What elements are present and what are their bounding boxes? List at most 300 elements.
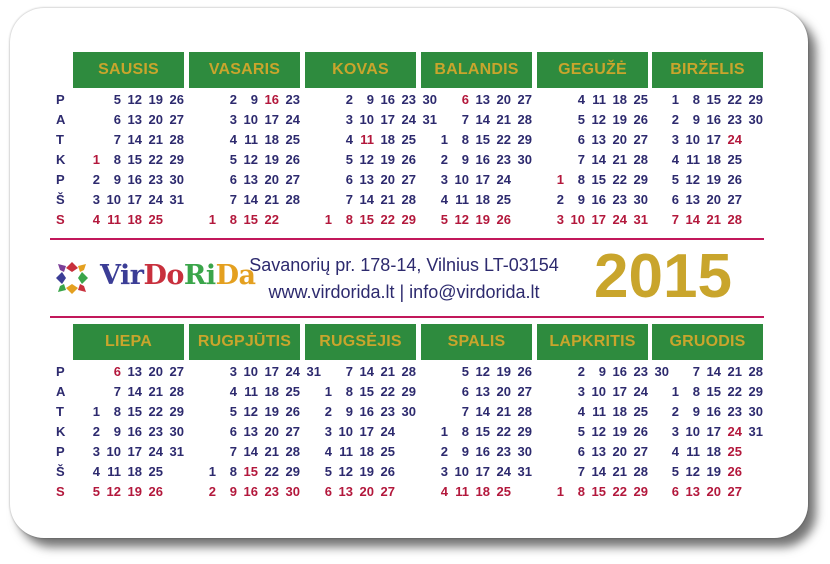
day-cell: 9 (229, 484, 237, 499)
day-cell: 6 (461, 384, 469, 399)
day-cell: 7 (461, 404, 469, 419)
day-cell: 4 (229, 132, 237, 147)
day-cell: 15 (591, 172, 606, 187)
day-cell: 31 (169, 192, 184, 207)
day-cell: 9 (366, 92, 374, 107)
day-cell: 18 (475, 192, 490, 207)
month-header-vasaris: VASARIS (189, 52, 300, 88)
day-cell: 6 (113, 112, 121, 127)
day-cell: 7 (345, 364, 353, 379)
day-cell: 29 (169, 152, 184, 167)
day-cell: 2 (324, 404, 332, 419)
day-cell: 26 (727, 172, 742, 187)
day-cell: 16 (612, 364, 627, 379)
day-cell: 13 (359, 172, 374, 187)
day-cell: 9 (113, 172, 121, 187)
day-cell: 1 (556, 172, 564, 187)
day-cell: 20 (359, 484, 374, 499)
day-cell: 10 (243, 364, 258, 379)
day-cell: 15 (475, 424, 490, 439)
day-cell: 10 (454, 172, 469, 187)
day-cell: 9 (577, 192, 585, 207)
day-cell: 27 (169, 364, 184, 379)
day-cell: 12 (591, 424, 606, 439)
brand-part-4: Da (215, 260, 256, 291)
divider-top (50, 238, 764, 240)
day-cell: 18 (127, 212, 142, 227)
day-cell: 24 (285, 112, 300, 127)
day-cell: 27 (727, 192, 742, 207)
day-cell: 5 (461, 364, 469, 379)
day-cell: 26 (401, 152, 416, 167)
day-cell: 29 (633, 172, 648, 187)
day-cell: 28 (727, 212, 742, 227)
day-cell: 21 (148, 132, 163, 147)
day-cell: 30 (517, 152, 532, 167)
day-cell: 29 (633, 484, 648, 499)
day-cell: 29 (401, 384, 416, 399)
day-cell: 23 (148, 424, 163, 439)
day-cell: 16 (475, 444, 490, 459)
day-cell: 30 (654, 364, 669, 379)
day-cell: 25 (285, 384, 300, 399)
day-cell: 3 (324, 424, 332, 439)
day-cell: 2 (208, 484, 216, 499)
day-cell: 1 (208, 212, 216, 227)
day-cell: 17 (706, 132, 721, 147)
day-cell: 19 (264, 404, 279, 419)
day-cell: 6 (324, 484, 332, 499)
day-cell: 18 (475, 484, 490, 499)
day-cell: 26 (148, 484, 163, 499)
day-cell: 2 (345, 92, 353, 107)
day-cell: 3 (671, 424, 679, 439)
day-cell: 12 (475, 364, 490, 379)
day-cell: 23 (496, 444, 511, 459)
day-cell: 19 (706, 464, 721, 479)
day-cell: 25 (496, 192, 511, 207)
day-cell: 1 (92, 152, 100, 167)
day-cell: 27 (517, 92, 532, 107)
day-cell: 21 (496, 404, 511, 419)
virdorida-logo-icon (52, 258, 92, 298)
day-cell: 16 (243, 484, 258, 499)
weekday-label: A (56, 384, 66, 399)
day-cell: 11 (455, 484, 469, 499)
day-cell: 10 (359, 112, 374, 127)
day-cell: 15 (475, 132, 490, 147)
day-cell: 16 (706, 404, 721, 419)
day-cell: 25 (380, 444, 395, 459)
day-cell: 21 (496, 112, 511, 127)
brand-part-1: Vir (100, 260, 144, 291)
day-cell: 16 (127, 424, 142, 439)
day-cell: 31 (306, 364, 321, 379)
day-cell: 21 (612, 464, 627, 479)
day-cell: 24 (496, 464, 511, 479)
day-cell: 23 (727, 112, 742, 127)
day-cell: 20 (496, 384, 511, 399)
day-cell: 1 (324, 384, 332, 399)
day-cell: 29 (517, 132, 532, 147)
day-cell: 16 (706, 112, 721, 127)
weekday-label: A (56, 112, 66, 127)
day-cell: 16 (127, 172, 142, 187)
day-cell: 5 (229, 152, 237, 167)
day-cell: 25 (401, 132, 416, 147)
month-header-kovas: KOVAS (305, 52, 416, 88)
weekday-label: P (56, 172, 65, 187)
month-header-lapkritis: LAPKRITIS (537, 324, 648, 360)
day-cell: 28 (169, 132, 184, 147)
day-cell: 4 (440, 192, 448, 207)
day-cell: 18 (127, 464, 142, 479)
day-cell: 17 (706, 424, 721, 439)
day-cell: 15 (243, 212, 258, 227)
day-cell: 3 (440, 172, 448, 187)
day-cell: 11 (244, 384, 258, 399)
weekday-label: Š (56, 464, 65, 479)
day-cell: 18 (264, 384, 279, 399)
weekday-label: P (56, 444, 65, 459)
day-cell: 16 (475, 152, 490, 167)
day-cell: 23 (496, 152, 511, 167)
day-cell: 10 (106, 444, 121, 459)
day-cell: 30 (285, 484, 300, 499)
day-cell: 24 (496, 172, 511, 187)
day-cell: 8 (345, 384, 353, 399)
day-cell: 5 (671, 172, 679, 187)
brand-part-2: Do (143, 260, 184, 291)
weekday-label: K (56, 152, 66, 167)
day-cell: 11 (107, 464, 121, 479)
day-cell: 27 (285, 424, 300, 439)
day-cell: 8 (229, 212, 237, 227)
day-cell: 3 (671, 132, 679, 147)
day-cell: 6 (461, 92, 469, 107)
day-cell: 22 (380, 212, 395, 227)
weekday-label: S (56, 484, 65, 499)
day-cell: 8 (461, 424, 469, 439)
day-cell: 15 (359, 384, 374, 399)
day-cell: 4 (92, 464, 100, 479)
day-cell: 21 (264, 444, 279, 459)
brand-part-3: Ri (183, 260, 216, 291)
day-cell: 23 (633, 364, 648, 379)
day-cell: 19 (706, 172, 721, 187)
day-cell: 31 (169, 444, 184, 459)
day-cell: 5 (92, 484, 100, 499)
months-header-row-1 (0, 52, 830, 88)
day-cell: 29 (169, 404, 184, 419)
day-cell: 15 (127, 152, 142, 167)
day-cell: 18 (706, 152, 721, 167)
day-cell: 2 (92, 172, 100, 187)
day-cell: 13 (591, 444, 606, 459)
day-cell: 7 (229, 444, 237, 459)
day-cell: 16 (359, 404, 374, 419)
day-cell: 27 (727, 484, 742, 499)
day-cell: 7 (345, 192, 353, 207)
day-cell: 20 (380, 172, 395, 187)
day-cell: 23 (285, 92, 300, 107)
day-cell: 2 (577, 364, 585, 379)
day-cell: 2 (92, 424, 100, 439)
day-cell: 21 (612, 152, 627, 167)
day-cell: 1 (556, 484, 564, 499)
day-cell: 12 (338, 464, 353, 479)
day-cell: 2 (671, 112, 679, 127)
day-cell: 5 (113, 92, 121, 107)
day-cell: 26 (380, 464, 395, 479)
day-cell: 18 (380, 132, 395, 147)
day-cell: 17 (475, 464, 490, 479)
day-cell: 23 (612, 192, 627, 207)
divider-bottom (50, 316, 764, 318)
day-cell: 13 (338, 484, 353, 499)
day-cell: 3 (577, 384, 585, 399)
day-cell: 12 (685, 464, 700, 479)
day-cell: 8 (577, 484, 585, 499)
day-cell: 4 (92, 212, 100, 227)
day-cell: 27 (285, 172, 300, 187)
day-cell: 11 (592, 404, 606, 419)
day-cell: 17 (264, 112, 279, 127)
day-cell: 14 (475, 404, 490, 419)
day-cell: 3 (229, 112, 237, 127)
day-cell: 17 (127, 192, 142, 207)
day-cell: 24 (285, 364, 300, 379)
weekday-label: K (56, 424, 66, 439)
day-cell: 20 (612, 132, 627, 147)
weekday-label: T (56, 132, 64, 147)
day-cell: 2 (671, 404, 679, 419)
day-cell: 7 (229, 192, 237, 207)
day-cell: 13 (243, 424, 258, 439)
day-cell: 30 (169, 424, 184, 439)
day-cell: 6 (577, 132, 585, 147)
day-cell: 18 (264, 132, 279, 147)
day-cell: 15 (706, 384, 721, 399)
day-cell: 22 (496, 424, 511, 439)
day-cell: 13 (243, 172, 258, 187)
day-cell: 15 (243, 464, 258, 479)
weekday-label: S (56, 212, 65, 227)
day-cell: 8 (113, 404, 121, 419)
day-cell: 26 (633, 112, 648, 127)
day-cell: 22 (496, 132, 511, 147)
day-cell: 9 (461, 444, 469, 459)
day-cell: 7 (577, 464, 585, 479)
day-cell: 25 (633, 92, 648, 107)
day-cell: 19 (475, 212, 490, 227)
day-cell: 20 (148, 364, 163, 379)
weekday-label: T (56, 404, 64, 419)
day-cell: 12 (243, 152, 258, 167)
months-grid-row-2 (0, 362, 830, 506)
day-cell: 3 (92, 444, 100, 459)
day-cell: 29 (517, 424, 532, 439)
day-cell: 17 (359, 424, 374, 439)
day-cell: 9 (598, 364, 606, 379)
day-cell: 23 (401, 92, 416, 107)
day-cell: 20 (706, 484, 721, 499)
day-cell: 7 (692, 364, 700, 379)
month-header-sausis: SAUSIS (73, 52, 184, 88)
day-cell: 13 (591, 132, 606, 147)
day-cell: 23 (727, 404, 742, 419)
day-cell: 17 (591, 212, 606, 227)
day-cell: 28 (748, 364, 763, 379)
day-cell: 7 (461, 112, 469, 127)
day-cell: 8 (345, 212, 353, 227)
weekday-label: P (56, 92, 65, 107)
day-cell: 14 (359, 192, 374, 207)
day-cell: 9 (345, 404, 353, 419)
day-cell: 1 (324, 212, 332, 227)
day-cell: 14 (591, 464, 606, 479)
day-cell: 27 (169, 112, 184, 127)
month-header-liepa: LIEPA (73, 324, 184, 360)
day-cell: 5 (577, 112, 585, 127)
day-cell: 6 (229, 424, 237, 439)
day-cell: 5 (671, 464, 679, 479)
month-header-spalis: SPALIS (421, 324, 532, 360)
day-cell: 16 (264, 92, 279, 107)
day-cell: 25 (727, 152, 742, 167)
day-cell: 9 (692, 404, 700, 419)
day-cell: 19 (380, 152, 395, 167)
day-cell: 22 (612, 484, 627, 499)
day-cell: 29 (401, 212, 416, 227)
day-cell: 10 (243, 112, 258, 127)
day-cell: 22 (148, 152, 163, 167)
day-cell: 28 (401, 192, 416, 207)
day-cell: 15 (127, 404, 142, 419)
day-cell: 10 (570, 212, 585, 227)
day-cell: 22 (264, 212, 279, 227)
day-cell: 27 (633, 132, 648, 147)
day-cell: 23 (380, 404, 395, 419)
month-header-gruodis: GRUODIS (652, 324, 763, 360)
day-cell: 13 (685, 192, 700, 207)
day-cell: 11 (244, 132, 258, 147)
day-cell: 12 (591, 112, 606, 127)
day-cell: 28 (633, 464, 648, 479)
day-cell: 29 (748, 384, 763, 399)
day-cell: 25 (148, 212, 163, 227)
day-cell: 14 (127, 384, 142, 399)
day-cell: 4 (440, 484, 448, 499)
day-cell: 22 (264, 464, 279, 479)
day-cell: 23 (264, 484, 279, 499)
day-cell: 14 (685, 212, 700, 227)
day-cell: 30 (422, 92, 437, 107)
day-cell: 1 (671, 92, 679, 107)
day-cell: 28 (633, 152, 648, 167)
day-cell: 31 (422, 112, 437, 127)
day-cell: 26 (169, 92, 184, 107)
day-cell: 27 (401, 172, 416, 187)
day-cell: 28 (285, 192, 300, 207)
day-cell: 25 (285, 132, 300, 147)
day-cell: 3 (92, 192, 100, 207)
calendar-year: 2015 (594, 242, 732, 311)
day-cell: 26 (727, 464, 742, 479)
day-cell: 29 (285, 464, 300, 479)
weekday-label: P (56, 364, 65, 379)
months-grid-row-1 (0, 90, 830, 234)
company-contact: www.virdorida.lt | info@virdorida.lt (268, 282, 540, 302)
day-cell: 20 (148, 112, 163, 127)
day-cell: 6 (229, 172, 237, 187)
day-cell: 14 (243, 444, 258, 459)
day-cell: 31 (748, 424, 763, 439)
day-cell: 17 (127, 444, 142, 459)
day-cell: 28 (517, 112, 532, 127)
day-cell: 7 (113, 132, 121, 147)
day-cell: 10 (338, 424, 353, 439)
month-header-rugpjūtis: RUGPJŪTIS (189, 324, 300, 360)
day-cell: 7 (113, 384, 121, 399)
day-cell: 24 (148, 192, 163, 207)
day-cell: 14 (591, 152, 606, 167)
day-cell: 25 (633, 404, 648, 419)
day-cell: 19 (264, 152, 279, 167)
day-cell: 10 (106, 192, 121, 207)
day-cell: 8 (577, 172, 585, 187)
day-cell: 9 (250, 92, 258, 107)
day-cell: 24 (727, 424, 742, 439)
day-cell: 26 (633, 424, 648, 439)
day-cell: 8 (229, 464, 237, 479)
day-cell: 15 (591, 484, 606, 499)
day-cell: 22 (148, 404, 163, 419)
day-cell: 12 (454, 212, 469, 227)
day-cell: 20 (264, 424, 279, 439)
day-cell: 26 (285, 152, 300, 167)
company-address: Savanorių pr. 178-14, Vilnius LT-03154 (249, 255, 559, 275)
day-cell: 25 (148, 464, 163, 479)
day-cell: 21 (380, 192, 395, 207)
day-cell: 11 (686, 444, 700, 459)
day-cell: 18 (612, 92, 627, 107)
day-cell: 11 (107, 212, 121, 227)
day-cell: 5 (440, 212, 448, 227)
day-cell: 3 (229, 364, 237, 379)
day-cell: 11 (592, 92, 606, 107)
day-cell: 18 (706, 444, 721, 459)
day-cell: 28 (285, 444, 300, 459)
month-header-gegužė: GEGUŽĖ (537, 52, 648, 88)
day-cell: 24 (380, 424, 395, 439)
day-cell: 3 (345, 112, 353, 127)
day-cell: 21 (148, 384, 163, 399)
day-cell: 19 (359, 464, 374, 479)
day-cell: 30 (748, 404, 763, 419)
virdorida-logo (52, 258, 256, 298)
day-cell: 30 (169, 172, 184, 187)
day-cell: 9 (113, 424, 121, 439)
day-cell: 21 (706, 212, 721, 227)
day-cell: 21 (264, 192, 279, 207)
day-cell: 27 (633, 444, 648, 459)
day-cell: 26 (496, 212, 511, 227)
day-cell: 12 (243, 404, 258, 419)
day-cell: 8 (692, 92, 700, 107)
day-cell: 28 (401, 364, 416, 379)
day-cell: 8 (113, 152, 121, 167)
